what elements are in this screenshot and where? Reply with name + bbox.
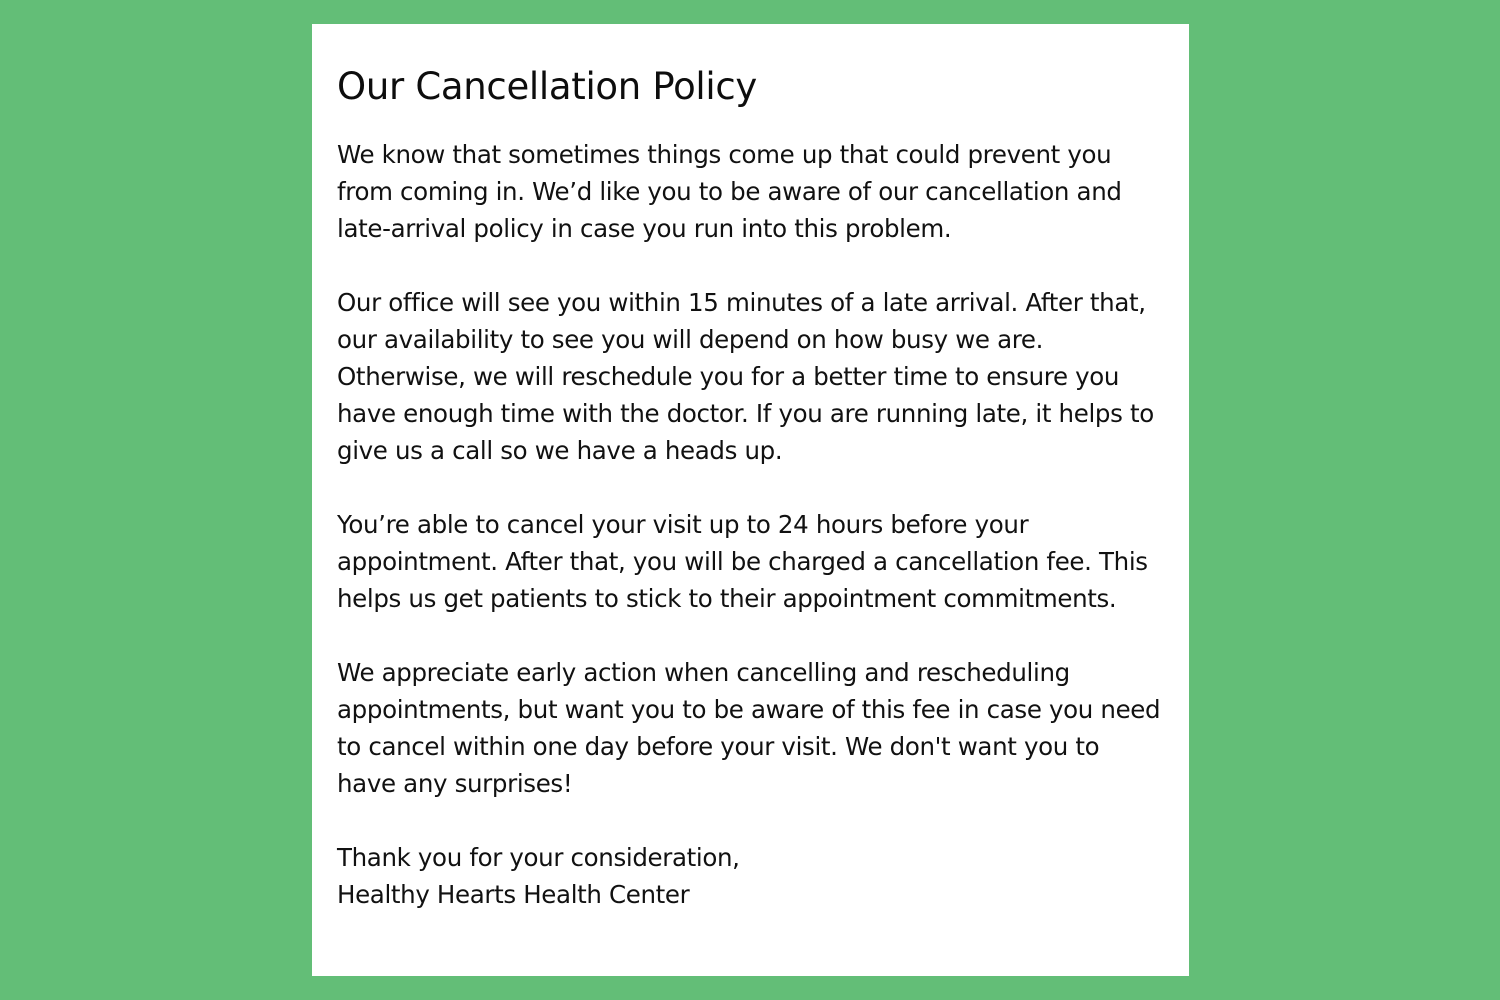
policy-body (337, 136, 1163, 913)
closing-line: Thank you for your consideration, (337, 843, 740, 872)
paragraph-intro: We know that sometimes things come up that could prevent you from coming in. We’d like you to be aware of our cancellation and late-arrival policy in case you run into this problem. (337, 140, 1122, 243)
page-title: Our Cancellation Policy (337, 65, 758, 108)
closing-block (337, 839, 1163, 913)
paragraph-early-action: We appreciate early action when cancelling and rescheduling appointments, but want you to be aware of this fee in case you need to cancel within one day before your visit. We don't want you to have any surprises! (337, 658, 1161, 798)
policy-card (312, 24, 1189, 976)
signature-line: Healthy Hearts Health Center (337, 880, 690, 909)
paragraph-late-arrival: Our office will see you within 15 minutes of a late arrival. After that, our availability to see you will depend on how busy we are. Otherwise, we will reschedule you for a better time to ensure you have enough time with the doctor. If you are running late, it helps to give us a call so we have a heads up. (337, 288, 1154, 465)
paragraph-cancellation-fee: You’re able to cancel your visit up to 24 hours before your appointment. After that, you will be charged a cancellation fee. This helps us get patients to stick to their appointment commitments. (337, 510, 1148, 613)
